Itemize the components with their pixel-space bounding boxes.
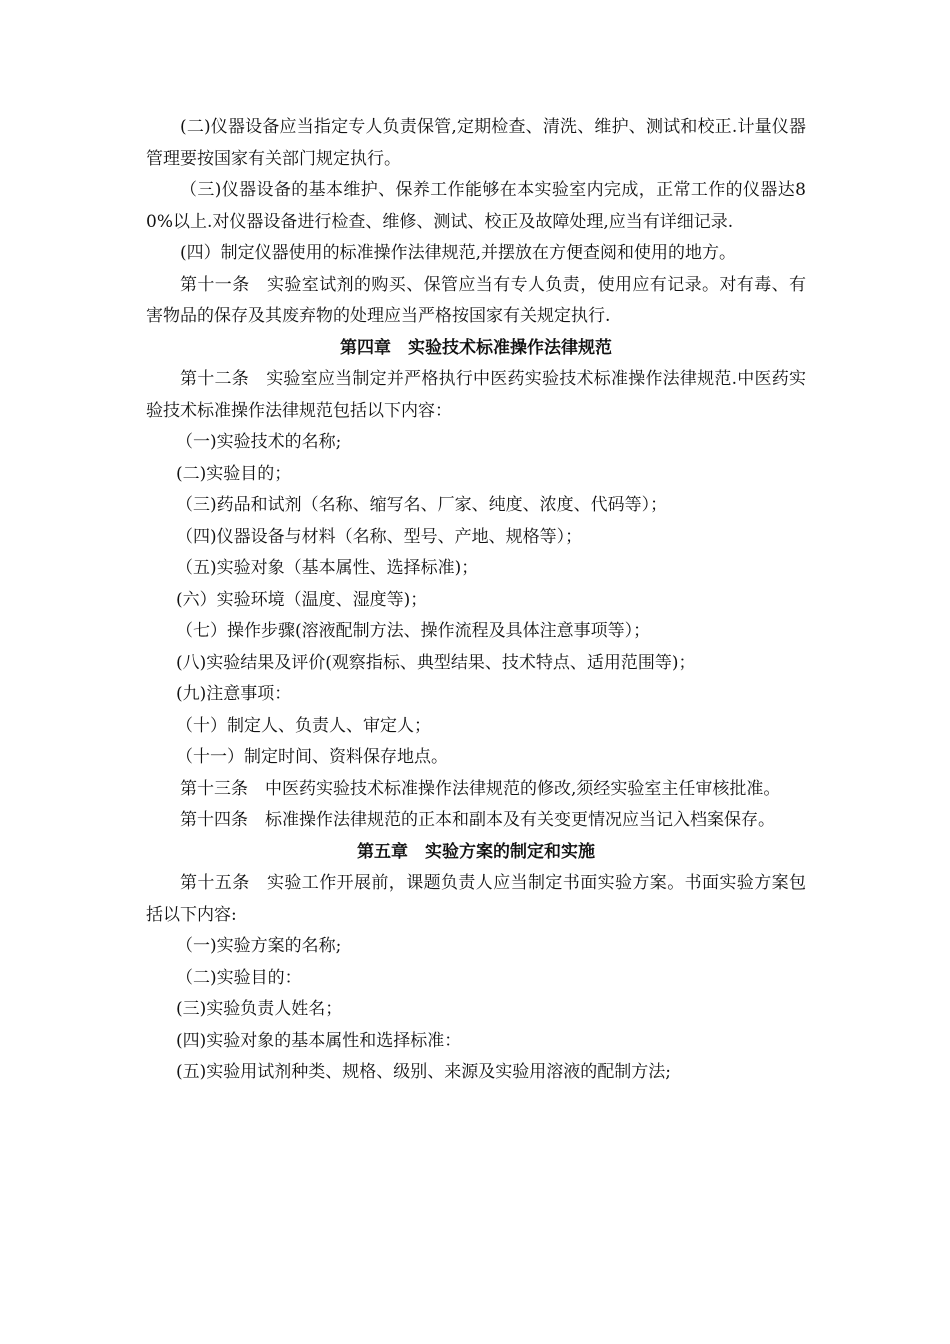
list-item: (八)实验结果及评价(观察指标、典型结果、技术特点、适用范围等)；	[176, 652, 696, 673]
list-item: (九)注意事项：	[176, 684, 292, 704]
paragraph-instrument-custody: (二)仪器设备应当指定专人负责保管,定期检查、清洗、维护、测试和校正.计量仪器管理要按国家有关部门规定执行。	[146, 117, 806, 169]
chapter-4-item-list	[146, 427, 806, 774]
list-item: （三)药品和试剂（名称、缩写名、厂家、纯度、浓度、代码等）；	[176, 495, 668, 515]
article-14: 第十四条 标准操作法律规范的正本和副本及有关变更情况应当记入档案保存。	[180, 810, 775, 830]
chapter-5-item-list	[146, 931, 806, 1089]
list-item: (四)实验对象的基本属性和选择标准：	[176, 1030, 462, 1051]
list-item: (五)实验用试剂种类、规格、级别、来源及实验用溶液的配制方法;	[176, 1062, 671, 1082]
list-item: (二)实验目的；	[176, 463, 292, 484]
article-11: 第十一条 实验室试剂的购买、保管应当有专人负责，使用应有记录。对有毒、有害物品的保存及其废弃物的处理应当严格按国家有关规定执行.	[146, 274, 806, 326]
list-item: （一)实验方案的名称;	[176, 936, 342, 956]
list-item: （五)实验对象（基本属性、选择标准)；	[176, 558, 479, 578]
list-item: （四)仪器设备与材料（名称、型号、产地、规格等）；	[176, 526, 583, 547]
article-15: 第十五条 实验工作开展前，课题负责人应当制定书面实验方案。书面实验方案包括以下内容:	[146, 873, 806, 925]
article-13: 第十三条 中医药实验技术标准操作法律规范的修改,须经实验室主任审核批准。	[180, 778, 781, 799]
document-page	[146, 112, 806, 1089]
list-item: （七）操作步骤(溶液配制方法、操作流程及具体注意事项等）；	[176, 621, 651, 641]
article-12: 第十二条 实验室应当制定并严格执行中医药实验技术标准操作法律规范.中医药实验技术标准操作法律规范包括以下内容：	[146, 369, 806, 421]
list-item: （十）制定人、负责人、审定人；	[176, 715, 431, 736]
list-item: (六）实验环境（温度、湿度等)；	[176, 589, 428, 610]
paragraph-instrument-sop: (四）制定仪器使用的标准操作法律规范,并摆放在方便查阅和使用的地方。	[180, 243, 737, 263]
paragraph-instrument-maintenance: （三)仪器设备的基本维护、保养工作能够在本实验室内完成，正常工作的仪器达80%以上.对仪器设备进行检查、维修、测试、校正及故障处理,应当有详细记录.	[146, 180, 806, 232]
list-item: （十一）制定时间、资料保存地点。	[176, 747, 448, 767]
list-item: （一)实验技术的名称;	[176, 432, 342, 452]
chapter-5-heading: 第五章 实验方案的制定和实施	[357, 841, 595, 862]
list-item: (三)实验负责人姓名；	[176, 999, 343, 1019]
list-item: （二)实验目的：	[176, 967, 302, 988]
chapter-4-heading: 第四章 实验技术标准操作法律规范	[340, 337, 612, 358]
